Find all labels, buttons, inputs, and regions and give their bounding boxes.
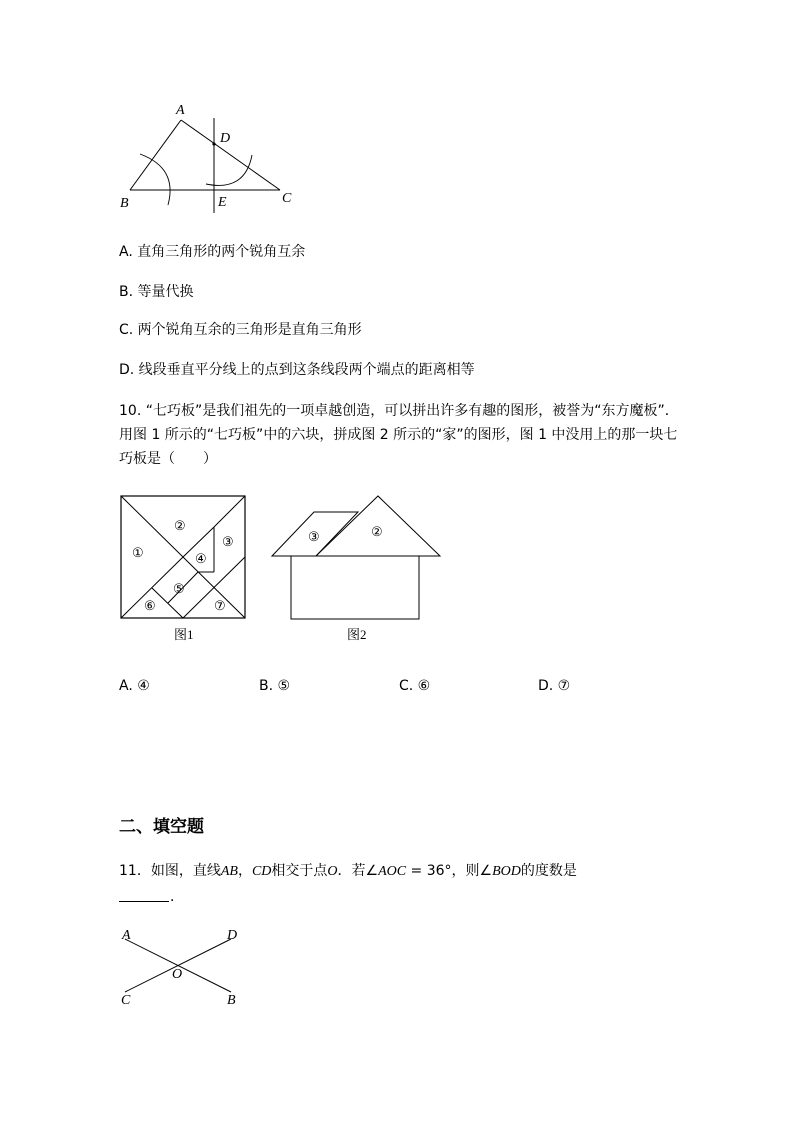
- section-heading: 二、填空题: [119, 817, 204, 837]
- vertex-label-c: C: [282, 191, 292, 206]
- q9-option-c: C. 两个锐角互余的三角形是直角三角形: [119, 322, 362, 338]
- point-label-d: D: [220, 131, 231, 146]
- triangle-figure: [110, 100, 310, 220]
- answer-blank-period: ．: [170, 889, 184, 905]
- q10-option-c: C. ⑥: [399, 678, 431, 694]
- q10-option-d: D. ⑦: [538, 678, 571, 694]
- figure-1-caption: 图1: [174, 627, 194, 642]
- figure-2-caption: 图2: [347, 627, 367, 642]
- tangram-piece-3-label: ③: [222, 534, 234, 549]
- q9-option-b: B. 等量代换: [119, 284, 194, 300]
- tangram-figure-1: [118, 493, 248, 645]
- point-label-e: E: [218, 195, 227, 210]
- q10-option-b: B. ⑤: [259, 678, 291, 694]
- tangram-piece-1-label: ①: [132, 545, 144, 560]
- vertex-label-b: B: [120, 196, 129, 211]
- intersection-label-o: O: [172, 967, 183, 982]
- line-label-c: C: [121, 993, 131, 1008]
- tangram-piece-4-label: ④: [195, 551, 207, 566]
- tangram-piece-2-label: ②: [174, 518, 186, 533]
- question-10-text: 10. “七巧板”是我们祖先的一项卓越创造，可以拼出许多有趣的图形，被誉为“东方魔板”．用图 1 所示的“七巧板”中的六块，拼成图 2 所示的“家”的图形，图 1 中没用上的那一块七巧板是（ ）: [119, 403, 679, 467]
- q9-option-d: D. 线段垂直平分线上的点到这条线段两个端点的距离相等: [119, 362, 475, 378]
- line-label-b: B: [227, 993, 236, 1008]
- house-piece-3-label: ③: [308, 529, 320, 544]
- line-label-a: A: [122, 928, 131, 943]
- tangram-piece-7-label: ⑦: [214, 598, 226, 613]
- vertex-label-a: A: [176, 103, 185, 118]
- q10-option-a: A. ④: [119, 678, 150, 694]
- line-label-d: D: [227, 928, 238, 943]
- house-figure-2: [268, 493, 448, 645]
- question-11-text: 11．如图，直线AB，CD相交于点O．若∠AOC = 36°，则∠BOD的度数是: [119, 863, 577, 879]
- house-piece-2-label: ②: [371, 524, 383, 539]
- q9-option-a: A. 直角三角形的两个锐角互余: [119, 244, 306, 260]
- intersecting-lines-figure: [115, 922, 245, 1012]
- answer-blank[interactable]: [119, 901, 169, 902]
- tangram-piece-6-label: ⑥: [144, 598, 156, 613]
- tangram-piece-5-label: ⑤: [173, 581, 185, 596]
